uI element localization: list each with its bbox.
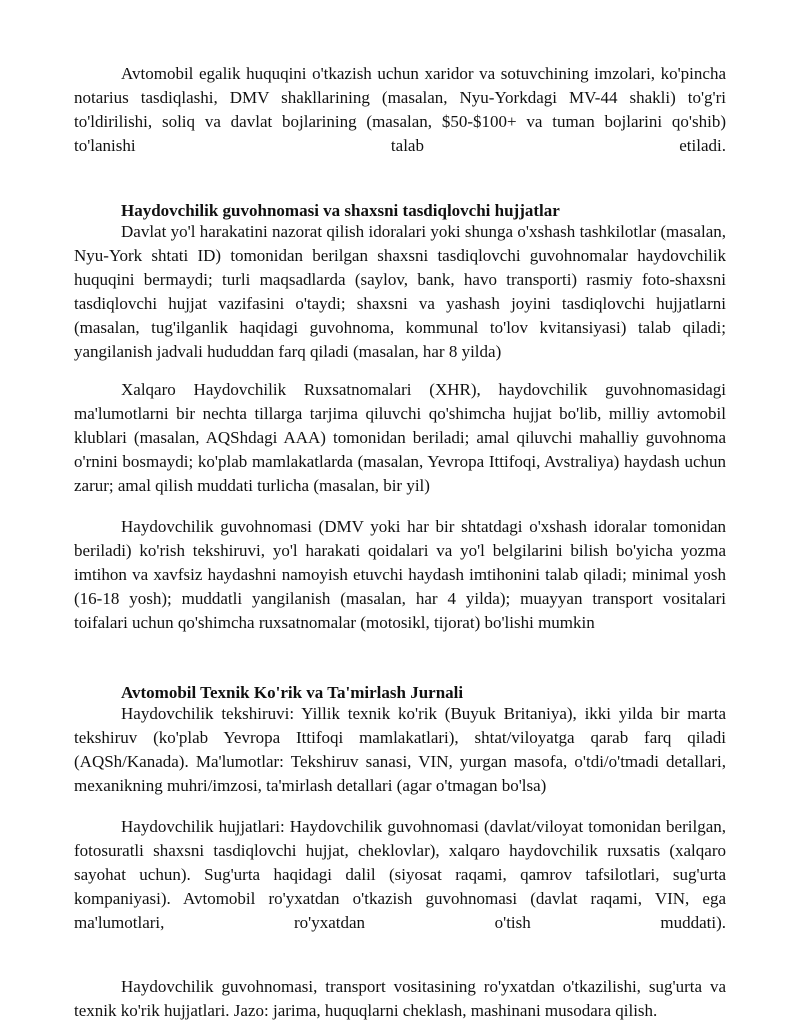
paragraph-driver-license: Haydovchilik guvohnomasi (DMV yoki har bir shtatdagi o'xshash idoralar tomonidan beriladi) ko'rish tekshiruvi, yo'l harakati qoidalari va yo'l belgilarini bilish bo'yicha yozma imtihon va xavfsiz haydashni namoyish etuvchi haydash imtihonini talab qiladi; minimal yosh (16-18 yosh); muddatli yangilanish (masalan, har 4 yilda); muayyan transport vositalari toifalari uchun qo'shimcha ruxsatnomalar (motosikl, tijorat) bo'lishi mumkin	[74, 517, 726, 632]
heading-inspection-journal: Avtomobil Texnik Ko'rik va Ta'mirlash Jurnali	[121, 683, 464, 702]
paragraph-international-permit: Xalqaro Haydovchilik Ruxsatnomalari (XHR), haydovchilik guvohnomasidagi ma'lumotlarni bir nechta tillarga tarjima qiluvchi qo'shimcha hujjat bo'lib, milliy avtomobil klublari (masalan, AQShdagi AAA) tomonidan beriladi; amal qiluvchi mahalliy guvohnoma o'rnini bosmaydi; ko'plab mamlakatlarda (masalan, Yevropa Ittifoqi, Avstraliya) haydash uchun zarur; amal qilish muddati turlicha (masalan, bir yil)	[74, 380, 726, 495]
paragraph-documents-penalties: Haydovchilik guvohnomasi, transport vositasining ro'yxatdan o'tkazilishi, sug'urta va texnik ko'rik hujjatlari. Jazo: jarima, huquqlarni cheklash, mashinani musodara qilish.	[74, 977, 726, 1020]
paragraph-ownership-transfer: Avtomobil egalik huquqini o'tkazish uchun xaridor va sotuvchining imzolari, ko'pincha notarius tasdiqlashi, DMV shakllarining (masalan, Nyu-Yorkdagi MV-44 shakli) to'g'ri to'ldirilishi, soliq va davlat bojlarining (masalan, $50-$100+ va tuman bojlarini qo'shib) to'lanishi talab etiladi.	[74, 64, 726, 155]
paragraph-driving-documents: Haydovchilik hujjatlari: Haydovchilik guvohnomasi (davlat/viloyat tomonidan berilgan, fotosuratli shaxsni tasdiqlovchi hujjat, cheklovlar), xalqaro haydovchilik ruxsatis (xalqaro sayohat uchun). Sug'urta haqidagi dalil (siyosat raqami, qamrov tafsilotlari, sug'urta kompaniyasi). Avtomobil ro'yxatdan o'tkazish guvohnomasi (davlat raqami, VIN, ega ma'lumotlari, ro'yxatdan o'tish muddati).	[74, 817, 726, 932]
paragraph-driving-inspection: Haydovchilik tekshiruvi: Yillik texnik ko'rik (Buyuk Britaniya), ikki yilda bir marta tekshiruv (ko'plab Yevropa Ittifoqi mamlakatlari), shtat/viloyatga qarab farq qiladi (AQSh/Kanada). Ma'lumotlar: Tekshiruv sanasi, VIN, yurgan masofa, o'tdi/o'tmadi detallari, mexanikning muhri/imzosi, ta'mirlash detallari (agar o'tmagan bo'lsa)	[74, 704, 726, 795]
heading-license-and-id: Haydovchilik guvohnomasi va shaxsni tasdiqlovchi hujjatlar	[121, 201, 560, 220]
paragraph-state-id: Davlat yo'l harakatini nazorat qilish idoralari yoki shunga o'xshash tashkilotlar (masalan, Nyu-York shtati ID) tomonidan berilgan shaxsni tasdiqlovchi guvohnomalar haydovchilik huquqini bermaydi; turli maqsadlarda (saylov, bank, havo transporti) rasmiy foto-shaxsni tasdiqlovchi hujjat vazifasini o'taydi; shaxsni va yashash joyini tasdiqlovchi hujjatlarni (masalan, tug'ilganlik haqidagi guvohnoma, kommunal to'lov kvitansiyasi) talab qiladi; yangilanish jadvali hududdan farq qiladi (masalan, har 8 yilda)	[74, 222, 726, 361]
